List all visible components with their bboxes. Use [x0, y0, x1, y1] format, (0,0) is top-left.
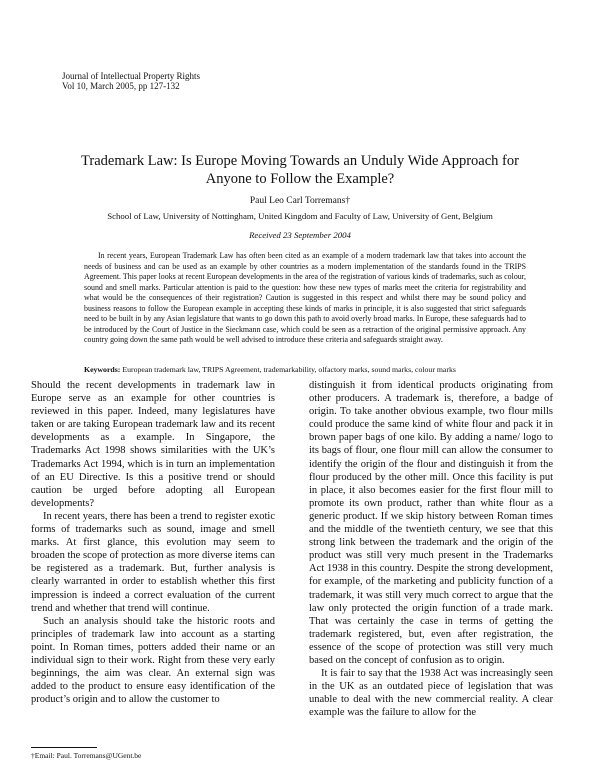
title-line-2: Anyone to Follow the Example?	[205, 171, 395, 187]
body-paragraph: In recent years, there has been a trend to register exotic forms of trademarks such as sound, image and smell marks. At first glance, this evolution may seem to broaden the scope of protection as more diverse items can be registered as a trademark. But, further analysis is clearly warranted in order to establish whether this first impression is indeed a correct evaluation of the current trend and whether that trend will continue.	[31, 510, 275, 614]
body-paragraph: distinguish it from identical products originating from other producers. A trademark is, therefore, a badge of origin. To take another obvious example, two flour mills could produce the same kind of white flour and pack it in brown paper bags of one kilo. By adding a name/ logo to its bags of flour, one flour mill can allow the consumer to identify the origin of the flour and distinguish it from the flour produced by the other mill. Once this facility is put in place, it also becomes easier for the first flour mill to promote its own product, rather than white flour as a generic product. If we skip history between Roman times and the middle of the twentieth century, we see that this strong link between the trademark and the origin of the product was still very much present in the Trademarks Act 1938 in this country. Despite the strong development, for example, of the marketing and publicity function of a trademark, it was still very much correct to argue that the law only protected the origin function of a trade mark. That was certainly the case in terms of getting the trademark registered, but, even after registration, the essence of the scope of protection was still very much based on the concept of confusion as to origin.	[309, 380, 553, 666]
journal-header	[62, 71, 200, 91]
received-date: Received 23 September 2004	[249, 230, 351, 240]
article-title	[60, 152, 540, 188]
body-paragraph: It is fair to say that the 1938 Act was increasingly seen in the UK as an outdated piece of legislation that was unable to deal with the new commercial reality. A clear example was the failure to allow for the	[309, 668, 553, 719]
title-line-1: Trademark Law: Is Europe Moving Towards an Unduly Wide Approach for	[81, 153, 519, 169]
keywords-list: European trademark law, TRIPS Agreement, trademarkability, olfactory marks, sound marks, colour marks	[122, 365, 456, 374]
author-affiliation: School of Law, University of Nottingham, United Kingdom and Faculty of Law, University of Gent, Belgium	[107, 211, 493, 221]
body-column-right	[309, 379, 553, 719]
keywords	[84, 365, 544, 375]
body-column-left	[31, 379, 275, 706]
body-paragraph: Should the recent developments in trademark law in Europe serve as an example for other countries is reviewed in this paper. Indeed, many legislatures have taken or are taking European trademark law and its recent developments as a example. In Singapore, the Trademarks Act 1998 shows similarities with the UK’s Trademarks Act 1994, which is in turn an implementation of an EU Directive. Is this a positive trend or should caution be urged before adopting all European developments?	[31, 380, 275, 509]
keywords-label: Keywords:	[84, 365, 121, 374]
author-name: Paul Leo Carl Torremans†	[249, 196, 351, 206]
abstract: In recent years, European Trademark Law has often been cited as an example of a modern trademark law that takes into account the needs of business and can be used as an example by other countries as a modern implementation of the standards found in the TRIPS Agreement. This paper looks at recent European developments in the area of the registration of various kinds of trademarks, such as colour, sound and smell marks. Particular attention is paid to the question: how these new types of marks meet the criteria for registrability and what would be the consequences of their registration? Caution is suggested in this respect and whilst there may be sound policy and business reasons to follow the European example in accepting these kinds of marks in principle, it is also suggested that strict safeguards need to be built in by any Asian legislature that wants to go down this path to avoid overly broad marks. In Europe, these safeguards had to be introduced by the Court of Justice in the Sieckmann case, which could be seen as a retraction of the original permissive approach. Any country going down the same path would be well advised to introduce these criteria and safeguards straight away.	[84, 251, 526, 344]
volume-info: Vol 10, March 2005, pp 127-132	[62, 81, 180, 91]
footnote-divider	[31, 747, 97, 748]
body-paragraph: Such an analysis should take the historic roots and principles of trademark law into account as a starting point. In Roman times, potters added their name or an individual sign to their work. Right from these very early beginnings, the aim was clear. An external sign was added to the product to ensure easy identification of the product’s origin and to allow the customer to	[31, 615, 275, 706]
journal-name: Journal of Intellectual Property Rights	[62, 71, 200, 81]
footnote-email: †Email: Paul. Torremans@UGent.be	[31, 751, 142, 760]
